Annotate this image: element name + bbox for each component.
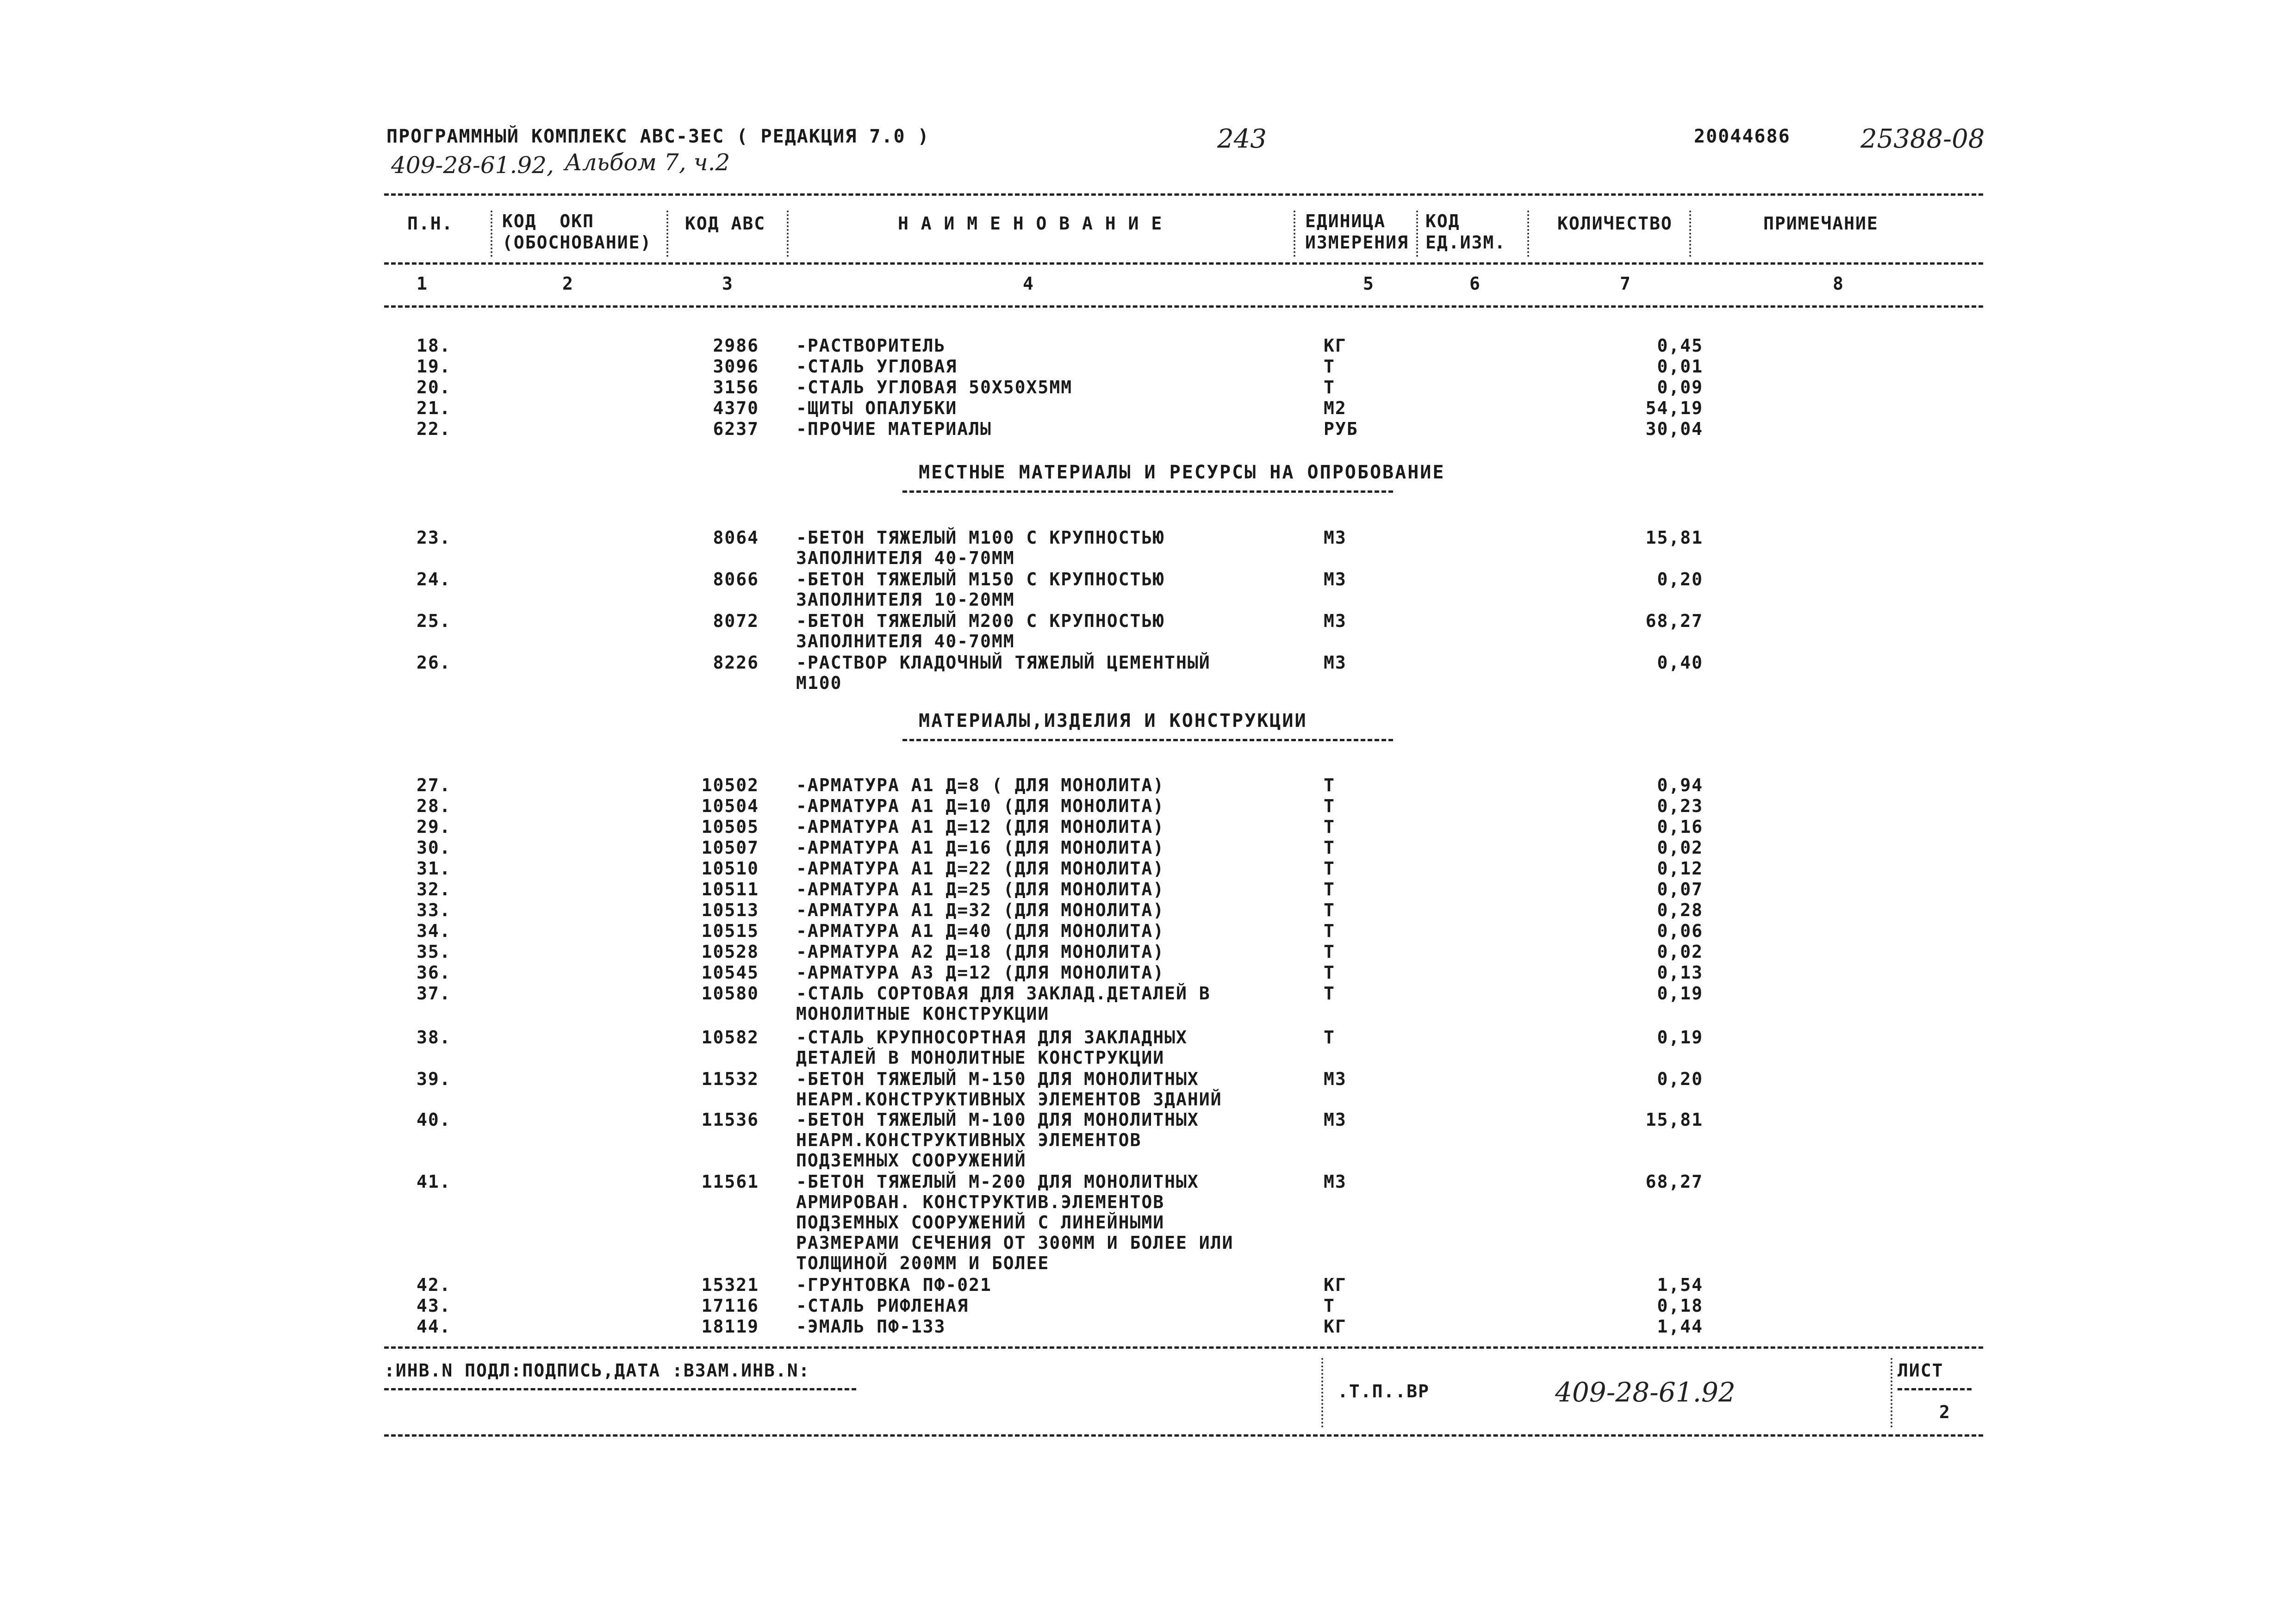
col-separator bbox=[1294, 211, 1295, 257]
row-name: -БЕТОН ТЯЖЕЛЫЙ М200 С КРУПНОСТЬЮ ЗАПОЛНИТЕЛЯ 40-70ММ bbox=[796, 611, 1165, 651]
row-name: -АРМАТУРА А1 Д=40 (ДЛЯ МОНОЛИТА) bbox=[796, 921, 1165, 941]
row-unit: Т bbox=[1324, 942, 1335, 962]
row-number: 37. bbox=[417, 983, 451, 1004]
row-quantity: 0,16 bbox=[1657, 817, 1703, 837]
row-number: 36. bbox=[417, 962, 451, 983]
row-quantity: 0,94 bbox=[1657, 775, 1703, 795]
row-quantity: 0,20 bbox=[1657, 1069, 1703, 1089]
row-name: -АРМАТУРА А3 Д=12 (ДЛЯ МОНОЛИТА) bbox=[796, 962, 1165, 983]
project-number: 409-28-61.92, bbox=[391, 152, 554, 179]
row-number: 26. bbox=[417, 652, 451, 673]
row-code: 10505 bbox=[701, 817, 759, 837]
row-name: -ПРОЧИЕ МАТЕРИАЛЫ bbox=[796, 419, 992, 439]
col-okp: КОД ОКП (ОБОСНОВАНИЕ) bbox=[502, 211, 652, 253]
row-quantity: 0,06 bbox=[1657, 921, 1703, 941]
row-code: 8072 bbox=[713, 611, 759, 631]
row-number: 23. bbox=[417, 527, 451, 548]
row-unit: М3 bbox=[1324, 652, 1347, 673]
row-code: 2986 bbox=[713, 335, 759, 356]
row-unit: Т bbox=[1324, 921, 1335, 941]
row-code: 17116 bbox=[701, 1296, 759, 1316]
row-unit: Т bbox=[1324, 796, 1335, 816]
row-number: 24. bbox=[417, 569, 451, 589]
row-code: 10507 bbox=[701, 837, 759, 858]
sheet-label: ЛИСТ bbox=[1898, 1360, 1944, 1381]
row-code: 4370 bbox=[713, 398, 759, 418]
row-code: 10511 bbox=[701, 879, 759, 899]
row-quantity: 0,07 bbox=[1657, 879, 1703, 899]
row-quantity: 0,23 bbox=[1657, 796, 1703, 816]
row-name: -АРМАТУРА А1 Д=16 (ДЛЯ МОНОЛИТА) bbox=[796, 837, 1165, 858]
row-number: 41. bbox=[417, 1172, 451, 1192]
program-title: ПРОГРАММНЫЙ КОМПЛЕКС АВС-3ЕС ( РЕДАКЦИЯ 7.0 ) bbox=[386, 126, 930, 147]
row-number: 43. bbox=[417, 1296, 451, 1316]
col-separator bbox=[1689, 211, 1691, 257]
row-code: 11532 bbox=[701, 1069, 759, 1089]
col-separator bbox=[666, 211, 668, 257]
row-code: 10580 bbox=[701, 983, 759, 1004]
row-name: -БЕТОН ТЯЖЕЛЫЙ М-100 ДЛЯ МОНОЛИТНЫХ НЕАРМ.КОНСТРУКТИВНЫХ ЭЛЕМЕНТОВ ПОДЗЕМНЫХ СООРУЖЕНИЙ bbox=[796, 1110, 1199, 1171]
row-unit: Т bbox=[1324, 962, 1335, 983]
row-number: 20. bbox=[417, 377, 451, 397]
row-code: 10515 bbox=[701, 921, 759, 941]
section-underline bbox=[902, 739, 1393, 741]
col-separator bbox=[1416, 211, 1418, 257]
row-number: 38. bbox=[417, 1027, 451, 1048]
stamp-separator bbox=[1891, 1358, 1892, 1427]
row-quantity: 15,81 bbox=[1645, 527, 1703, 548]
row-quantity: 1,44 bbox=[1657, 1316, 1703, 1337]
row-quantity: 0,12 bbox=[1657, 858, 1703, 879]
row-code: 10513 bbox=[701, 900, 759, 920]
document-number: 25388-08 bbox=[1860, 124, 1985, 154]
row-unit: М3 bbox=[1324, 1069, 1347, 1089]
footer-bottom-rule bbox=[384, 1434, 1983, 1437]
tp-label: .Т.П..ВР bbox=[1338, 1381, 1430, 1401]
row-quantity: 0,02 bbox=[1657, 942, 1703, 962]
row-unit: Т bbox=[1324, 1027, 1335, 1048]
row-number: 33. bbox=[417, 900, 451, 920]
col-pn: П.Н. bbox=[407, 213, 454, 234]
row-number: 40. bbox=[417, 1110, 451, 1130]
row-name: -ЭМАЛЬ ПФ-133 bbox=[796, 1316, 946, 1337]
row-quantity: 54,19 bbox=[1645, 398, 1703, 418]
row-name: -БЕТОН ТЯЖЕЛЫЙ М-150 ДЛЯ МОНОЛИТНЫХ НЕАРМ.КОНСТРУКТИВНЫХ ЭЛЕМЕНТОВ ЗДАНИЙ bbox=[796, 1069, 1222, 1110]
row-unit: М3 bbox=[1324, 611, 1347, 631]
row-code: 11536 bbox=[701, 1110, 759, 1130]
row-quantity: 30,04 bbox=[1645, 419, 1703, 439]
stamp-rule bbox=[384, 1388, 856, 1390]
row-number: 30. bbox=[417, 837, 451, 858]
section-title-materials: МАТЕРИАЛЫ,ИЗДЕЛИЯ И КОНСТРУКЦИИ bbox=[919, 710, 1307, 732]
row-unit: Т bbox=[1324, 858, 1335, 879]
header-mid-rule bbox=[384, 262, 1983, 265]
row-quantity: 0,28 bbox=[1657, 900, 1703, 920]
row-name: -БЕТОН ТЯЖЕЛЫЙ М-200 ДЛЯ МОНОЛИТНЫХ АРМИРОВАН. КОНСТРУКТИВ.ЭЛЕМЕНТОВ ПОДЗЕМНЫХ СООРУЖЕНИЙ С ЛИНЕЙНЫМИ РАЗМЕРАМИ СЕЧЕНИЯ ОТ 300ММ И БОЛЕЕ ИЛИ ТОЛЩИНОЙ 200ММ И БОЛЕЕ bbox=[796, 1172, 1234, 1273]
col-qty: КОЛИЧЕСТВО bbox=[1557, 213, 1673, 234]
col-separator bbox=[1527, 211, 1529, 257]
row-number: 34. bbox=[417, 921, 451, 941]
row-name: -БЕТОН ТЯЖЕЛЫЙ М150 С КРУПНОСТЬЮ ЗАПОЛНИТЕЛЯ 10-20ММ bbox=[796, 569, 1165, 610]
row-unit: РУБ bbox=[1324, 419, 1358, 439]
row-code: 6237 bbox=[713, 419, 759, 439]
row-name: -РАСТВОРИТЕЛЬ bbox=[796, 335, 946, 356]
row-unit: М3 bbox=[1324, 527, 1347, 548]
document-code: 20044686 bbox=[1694, 126, 1791, 147]
col-number-5: 5 bbox=[1363, 273, 1374, 294]
row-unit: Т bbox=[1324, 377, 1335, 397]
row-quantity: 68,27 bbox=[1645, 1172, 1703, 1192]
row-code: 8064 bbox=[713, 527, 759, 548]
row-quantity: 0,20 bbox=[1657, 569, 1703, 589]
row-name: -ГРУНТОВКА ПФ-021 bbox=[796, 1275, 992, 1295]
row-unit: Т bbox=[1324, 983, 1335, 1004]
row-code: 3156 bbox=[713, 377, 759, 397]
row-code: 10502 bbox=[701, 775, 759, 795]
col-separator bbox=[491, 211, 492, 257]
row-unit: КГ bbox=[1324, 1275, 1347, 1295]
header-bottom-rule bbox=[384, 305, 1983, 308]
row-number: 18. bbox=[417, 335, 451, 356]
row-unit: Т bbox=[1324, 775, 1335, 795]
row-name: -СТАЛЬ РИФЛЕНАЯ bbox=[796, 1296, 969, 1316]
row-code: 3096 bbox=[713, 356, 759, 377]
col-number-4: 4 bbox=[1023, 273, 1033, 294]
row-number: 22. bbox=[417, 419, 451, 439]
row-unit: М2 bbox=[1324, 398, 1347, 418]
col-name: Н А И М Е Н О В А Н И Е bbox=[898, 213, 1163, 234]
row-name: -СТАЛЬ УГЛОВАЯ 50Х50Х5ММ bbox=[796, 377, 1073, 397]
row-number: 35. bbox=[417, 942, 451, 962]
row-quantity: 0,45 bbox=[1657, 335, 1703, 356]
row-number: 42. bbox=[417, 1275, 451, 1295]
row-quantity: 15,81 bbox=[1645, 1110, 1703, 1130]
row-name: -РАСТВОР КЛАДОЧНЫЙ ТЯЖЕЛЫЙ ЦЕМЕНТНЫЙ М100 bbox=[796, 652, 1211, 693]
col-separator bbox=[787, 211, 789, 257]
row-number: 32. bbox=[417, 879, 451, 899]
row-name: -СТАЛЬ СОРТОВАЯ ДЛЯ ЗАКЛАД.ДЕТАЛЕЙ В МОНОЛИТНЫЕ КОНСТРУКЦИИ bbox=[796, 983, 1211, 1024]
row-code: 10582 bbox=[701, 1027, 759, 1048]
row-quantity: 0,09 bbox=[1657, 377, 1703, 397]
row-code: 10504 bbox=[701, 796, 759, 816]
col-number-6: 6 bbox=[1469, 273, 1480, 294]
row-quantity: 0,19 bbox=[1657, 1027, 1703, 1048]
row-number: 25. bbox=[417, 611, 451, 631]
sheet-rule bbox=[1898, 1388, 1972, 1390]
row-number: 21. bbox=[417, 398, 451, 418]
row-unit: М3 bbox=[1324, 569, 1347, 589]
col-number-7: 7 bbox=[1620, 273, 1630, 294]
row-code: 8226 bbox=[713, 652, 759, 673]
row-unit: М3 bbox=[1324, 1172, 1347, 1192]
tp-number: 409-28-61.92 bbox=[1555, 1376, 1736, 1408]
row-number: 27. bbox=[417, 775, 451, 795]
page-number: 243 bbox=[1217, 124, 1267, 154]
row-unit: Т bbox=[1324, 900, 1335, 920]
footer-top-rule bbox=[384, 1346, 1983, 1349]
row-quantity: 68,27 bbox=[1645, 611, 1703, 631]
row-name: -АРМАТУРА А1 Д=32 (ДЛЯ МОНОЛИТА) bbox=[796, 900, 1165, 920]
stamp-labels: :ИНВ.N ПОДЛ:ПОДПИСЬ,ДАТА :ВЗАМ.ИНВ.N: bbox=[384, 1360, 810, 1381]
col-number-2: 2 bbox=[562, 273, 573, 294]
row-number: 29. bbox=[417, 817, 451, 837]
row-quantity: 1,54 bbox=[1657, 1275, 1703, 1295]
row-code: 10545 bbox=[701, 962, 759, 983]
header-top-rule bbox=[384, 193, 1983, 196]
row-quantity: 0,18 bbox=[1657, 1296, 1703, 1316]
row-unit: М3 bbox=[1324, 1110, 1347, 1130]
row-name: -АРМАТУРА А1 Д=22 (ДЛЯ МОНОЛИТА) bbox=[796, 858, 1165, 879]
row-unit: Т bbox=[1324, 879, 1335, 899]
row-quantity: 0,13 bbox=[1657, 962, 1703, 983]
row-code: 11561 bbox=[701, 1172, 759, 1192]
row-code: 15321 bbox=[701, 1275, 759, 1295]
row-name: -АРМАТУРА А1 Д=12 (ДЛЯ МОНОЛИТА) bbox=[796, 817, 1165, 837]
row-number: 39. bbox=[417, 1069, 451, 1089]
row-number: 44. bbox=[417, 1316, 451, 1337]
row-name: -БЕТОН ТЯЖЕЛЫЙ М100 С КРУПНОСТЬЮ ЗАПОЛНИТЕЛЯ 40-70ММ bbox=[796, 527, 1165, 568]
row-name: -ЩИТЫ ОПАЛУБКИ bbox=[796, 398, 958, 418]
stamp-separator bbox=[1321, 1358, 1323, 1427]
row-name: -АРМАТУРА А2 Д=18 (ДЛЯ МОНОЛИТА) bbox=[796, 942, 1165, 962]
row-unit: Т bbox=[1324, 817, 1335, 837]
row-code: 8066 bbox=[713, 569, 759, 589]
section-underline bbox=[902, 490, 1393, 493]
row-quantity: 0,02 bbox=[1657, 837, 1703, 858]
row-code: 10528 bbox=[701, 942, 759, 962]
row-name: -АРМАТУРА А1 Д=8 ( ДЛЯ МОНОЛИТА) bbox=[796, 775, 1165, 795]
row-name: -АРМАТУРА А1 Д=10 (ДЛЯ МОНОЛИТА) bbox=[796, 796, 1165, 816]
row-quantity: 0,01 bbox=[1657, 356, 1703, 377]
row-unit: КГ bbox=[1324, 1316, 1347, 1337]
row-unit: Т bbox=[1324, 1296, 1335, 1316]
col-unit: ЕДИНИЦА ИЗМЕРЕНИЯ bbox=[1305, 211, 1409, 253]
row-name: -СТАЛЬ КРУПНОСОРТНАЯ ДЛЯ ЗАКЛАДНЫХ ДЕТАЛЕЙ В МОНОЛИТНЫЕ КОНСТРУКЦИИ bbox=[796, 1027, 1188, 1068]
col-abc: КОД АВС bbox=[685, 213, 766, 234]
row-name: -АРМАТУРА А1 Д=25 (ДЛЯ МОНОЛИТА) bbox=[796, 879, 1165, 899]
row-quantity: 0,40 bbox=[1657, 652, 1703, 673]
row-unit: Т bbox=[1324, 356, 1335, 377]
row-number: 31. bbox=[417, 858, 451, 879]
col-number-1: 1 bbox=[417, 273, 427, 294]
col-note: ПРИМЕЧАНИЕ bbox=[1763, 213, 1879, 234]
row-unit: КГ bbox=[1324, 335, 1347, 356]
row-name: -СТАЛЬ УГЛОВАЯ bbox=[796, 356, 958, 377]
section-title-local: МЕСТНЫЕ МАТЕРИАЛЫ И РЕСУРСЫ НА ОПРОБОВАНИЕ bbox=[919, 462, 1445, 483]
row-number: 28. bbox=[417, 796, 451, 816]
sheet-number: 2 bbox=[1939, 1402, 1951, 1422]
album-label: Альбом 7, ч.2 bbox=[565, 149, 730, 176]
row-number: 19. bbox=[417, 356, 451, 377]
col-unit-code: КОД ЕД.ИЗМ. bbox=[1425, 211, 1506, 253]
col-number-3: 3 bbox=[722, 273, 733, 294]
row-quantity: 0,19 bbox=[1657, 983, 1703, 1004]
row-code: 10510 bbox=[701, 858, 759, 879]
row-code: 18119 bbox=[701, 1316, 759, 1337]
row-unit: Т bbox=[1324, 837, 1335, 858]
col-number-8: 8 bbox=[1833, 273, 1843, 294]
